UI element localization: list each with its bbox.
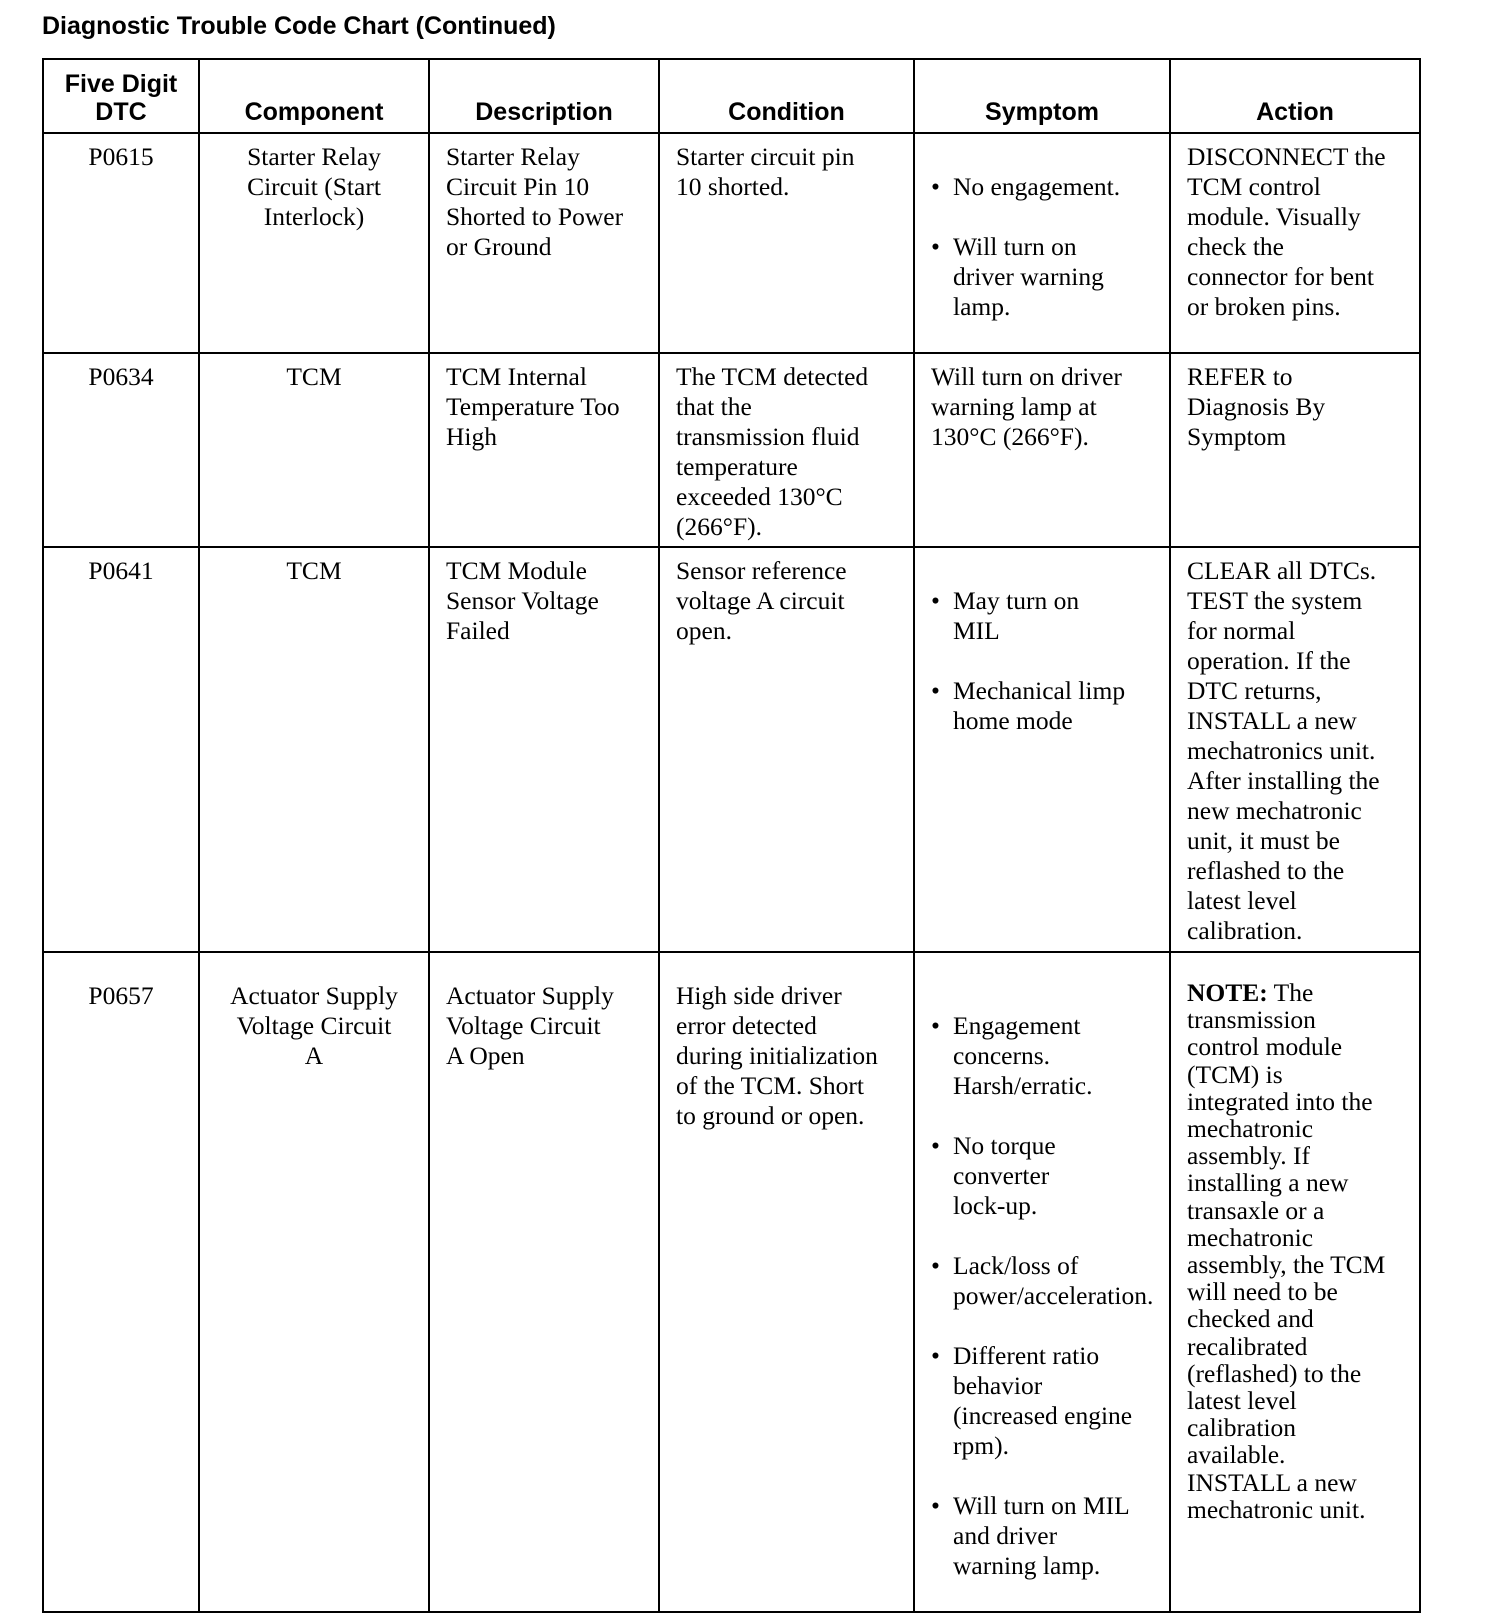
symptom-cell: Will turn on driver warning lamp at 130°C (266°F). <box>914 353 1170 547</box>
condition-cell: Starter circuit pin 10 shorted. <box>659 133 914 353</box>
page-title: Diagnostic Trouble Code Chart (Continued) <box>42 12 556 40</box>
component-cell: Starter Relay Circuit (Start Interlock) <box>199 133 429 353</box>
symptom-item: • Lack/loss of power/acceleration. <box>931 1251 1159 1311</box>
description-cell: Starter Relay Circuit Pin 10 Shorted to Power or Ground <box>429 133 659 353</box>
component-cell: TCM <box>199 547 429 952</box>
description-cell: TCM Module Sensor Voltage Failed <box>429 547 659 952</box>
symptom-item: • Engagement concerns. Harsh/erratic. <box>931 1011 1159 1101</box>
note-text: The transmission control module (TCM) is integrated into the mechatronic assembly. If installing a new transaxle or a mechatronic assembly, the TCM will need to be checked and recalibrated (reflashed) to the latest level calibration available. INSTALL a new mechatronic unit. <box>1187 978 1386 1524</box>
dtc-cell: P0657 <box>43 952 199 1612</box>
header-condition: Condition <box>659 59 914 133</box>
dtc-cell: P0634 <box>43 353 199 547</box>
symptom-item: • Different ratio behavior (increased engine rpm). <box>931 1341 1159 1461</box>
dtc-cell: P0615 <box>43 133 199 353</box>
table-row <box>43 133 1420 353</box>
symptom-item: • No torque converter lock-up. <box>931 1131 1159 1221</box>
dtc-cell: P0641 <box>43 547 199 952</box>
action-cell <box>1170 952 1420 1612</box>
table-row <box>43 952 1420 1612</box>
header-description: Description <box>429 59 659 133</box>
action-cell: CLEAR all DTCs. TEST the system for normal operation. If the DTC returns, INSTALL a new mechatronics unit. After installing the new mechatronic unit, it must be reflashed to the latest level calibration. <box>1170 547 1420 952</box>
header-symptom: Symptom <box>914 59 1170 133</box>
symptom-cell <box>914 133 1170 353</box>
condition-cell: The TCM detected that the transmission fluid temperature exceeded 130°C (266°F). <box>659 353 914 547</box>
symptom-cell <box>914 547 1170 952</box>
symptom-item: • Will turn on driver warning lamp. <box>931 232 1159 322</box>
header-row <box>43 59 1420 133</box>
component-cell: TCM <box>199 353 429 547</box>
action-cell: REFER to Diagnosis By Symptom <box>1170 353 1420 547</box>
action-cell: DISCONNECT the TCM control module. Visually check the connector for bent or broken pins. <box>1170 133 1420 353</box>
table-row <box>43 547 1420 952</box>
condition-cell: Sensor reference voltage A circuit open. <box>659 547 914 952</box>
note-label: NOTE: <box>1187 978 1268 1007</box>
symptom-item: • Will turn on MIL and driver warning lamp. <box>931 1491 1159 1581</box>
description-cell: TCM Internal Temperature Too High <box>429 353 659 547</box>
header-action: Action <box>1170 59 1420 133</box>
condition-cell: High side driver error detected during initialization of the TCM. Short to ground or open. <box>659 952 914 1612</box>
component-cell: Actuator Supply Voltage Circuit A <box>199 952 429 1612</box>
symptom-item: • No engagement. <box>931 172 1159 202</box>
symptom-item: • Mechanical limp home mode <box>931 676 1159 736</box>
description-cell: Actuator Supply Voltage Circuit A Open <box>429 952 659 1612</box>
header-dtc: Five Digit DTC <box>43 59 199 133</box>
dtc-table <box>42 58 1421 1613</box>
table-row <box>43 353 1420 547</box>
symptom-cell <box>914 952 1170 1612</box>
symptom-item: • May turn on MIL <box>931 586 1159 646</box>
header-component: Component <box>199 59 429 133</box>
